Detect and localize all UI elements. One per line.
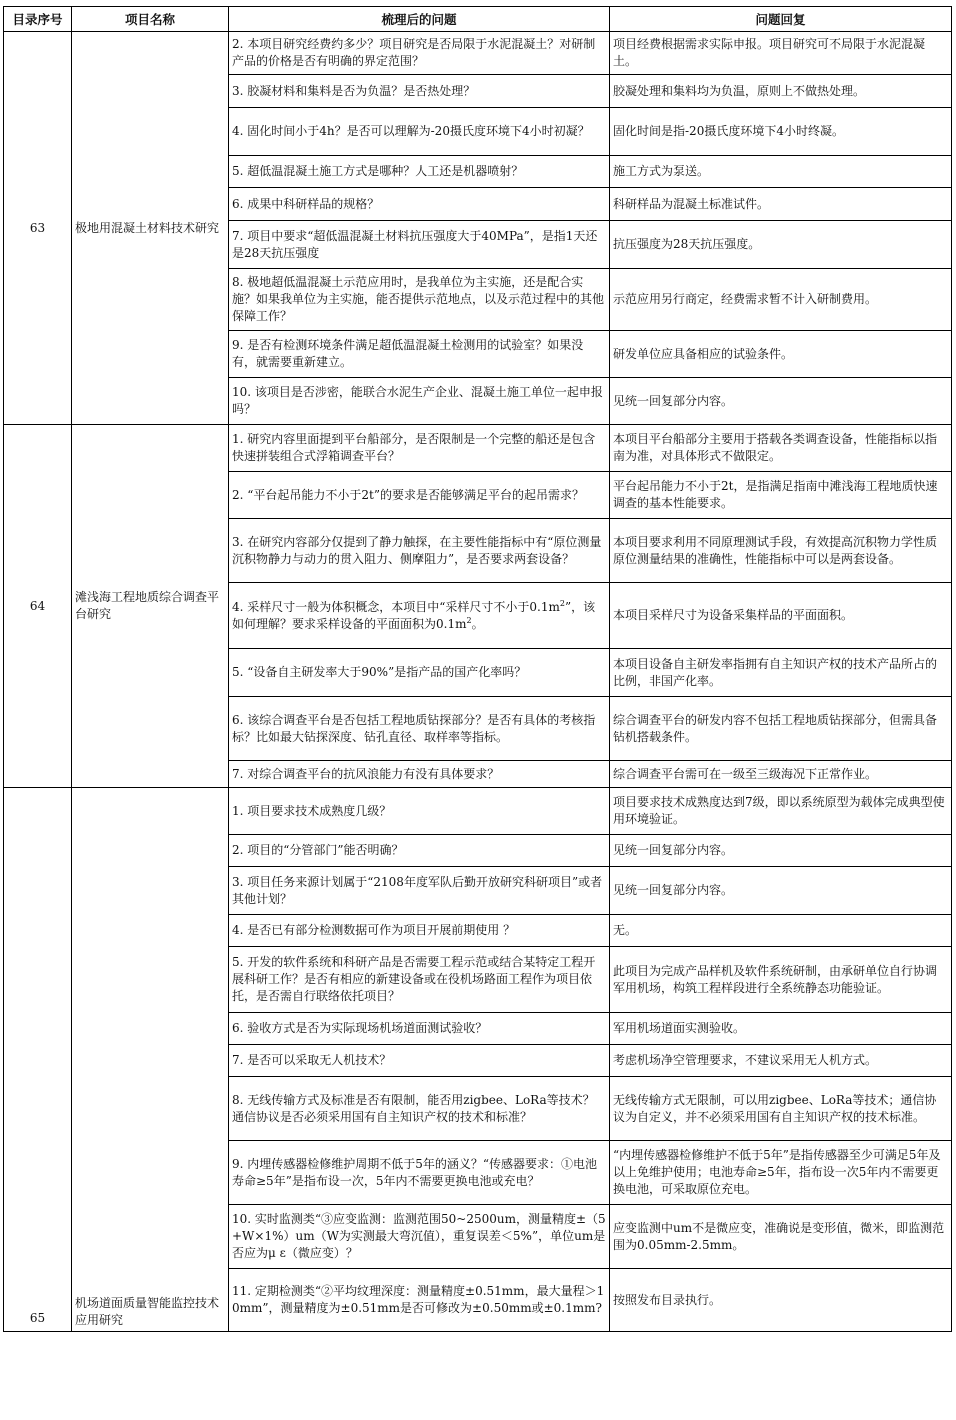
issue-cell: 6. 验收方式是否为实际现场机场道面测试验收？ [229,1013,610,1045]
reply-cell: 本项目设备自主研发率指拥有自主知识产权的技术产品所占的比例，非国产化率。 [610,649,952,697]
issue-cell: 9. 内埋传感器检修维护周期不低于5年的涵义？“传感器要求：①电池寿命≥5年”是指布设一次，5年内不需要更换电池或充电？ [229,1141,610,1205]
reply-cell: 抗压强度为28天抗压强度。 [610,221,952,269]
reply-cell: 应变监测中um不是微应变，准确说是变形值，微米，即监测范围为0.05mm-2.5mm。 [610,1205,952,1269]
reply-cell: 施工方式为泵送。 [610,156,952,188]
table-row [4,425,952,472]
issue-cell: 10. 实时监测类“③应变监测：监测范围50~2500um，测量精度±（5+W×1%）um（W为实测最大弯沉值），重复误差＜5%”，单位um是否应为μ ε（微应变）？ [229,1205,610,1269]
issue-cell: 5. 开发的软件系统和科研产品是否需要工程示范或结合某特定工程开展科研工作？是否有相应的新建设备或在役机场路面工程作为项目依托，是否需自行联络依托项目？ [229,947,610,1013]
reply-cell: 无线传输方式无限制，可以用zigbee、LoRa等技术；通信协议为自定义，并不必须采用国有自主知识产权的技术标准。 [610,1077,952,1141]
reply-cell: 按照发布目录执行。 [610,1269,952,1332]
header-row [4,7,952,32]
reply-cell: 综合调查平台需可在一级至三级海况下正常作业。 [610,761,952,788]
table-row [4,788,952,835]
reply-cell: 本项目采样尺寸为设备采集样品的平面面积。 [610,583,952,649]
issue-cell: 7. 是否可以采取无人机技术？ [229,1045,610,1077]
item-number: 65 [4,788,72,1332]
header-reply: 问题回复 [610,7,952,32]
issue-cell: 7. 项目中要求“超低温混凝土材料抗压强度大于40MPa”，是指1天还是28天抗压强度 [229,221,610,269]
reply-cell: 平台起吊能力不小于2t，是指满足指南中滩浅海工程地质快速调查的基本性能要求。 [610,472,952,519]
issue-text-part: ”，该如何理解？要求采样设备的平面面积为0.1m [232,599,596,631]
issue-text-part: 。 [471,616,484,631]
qa-table [3,6,952,1332]
issue-cell: 3. 在研究内容部分仅提到了静力触探，在主要性能指标中有“原位测量沉积物静力与动力的贯入阻力、侧摩阻力”，是否要求两套设备？ [229,519,610,583]
issue-text-part: 4. 采样尺寸一般为体积概念，本项目中“采样尺寸不小于0.1m [232,599,560,614]
issue-cell: 2. 本项目研究经费约多少？项目研究是否局限于水泥混凝土？对研制产品的价格是否有明确的界定范围？ [229,32,610,75]
reply-cell: 科研样品为混凝土标准试件。 [610,188,952,221]
reply-cell: 示范应用另行商定，经费需求暂不计入研制费用。 [610,269,952,331]
issue-cell [229,583,610,649]
reply-cell: 见统一回复部分内容。 [610,378,952,425]
reply-cell: 研发单位应具备相应的试验条件。 [610,331,952,378]
header-project: 项目名称 [72,7,229,32]
issue-cell: 9. 是否有检测环境条件满足超低温混凝土检测用的试验室？如果没有，就需要重新建立。 [229,331,610,378]
reply-cell: 此项目为完成产品样机及软件系统研制，由承研单位自行协调军用机场，构筑工程样段进行全系统静态功能验证。 [610,947,952,1013]
superscript: 2 [466,615,472,625]
issue-cell: 5. “设备自主研发率大于90%”是指产品的国产化率吗？ [229,649,610,697]
reply-cell: 见统一回复部分内容。 [610,867,952,915]
reply-cell: 胶凝处理和集料均为负温，原则上不做热处理。 [610,75,952,108]
issue-cell: 4. 固化时间小于4h？是否可以理解为-20摄氏度环境下4小时初凝？ [229,108,610,156]
item-number: 63 [4,32,72,425]
reply-cell: 本项目要求利用不同原理测试手段，有效提高沉积物力学性质原位测量结果的准确性，性能指标中可以是两套设备。 [610,519,952,583]
issue-cell: 8. 极地超低温混凝土示范应用时，是我单位为主实施，还是配合实施？如果我单位为主实施，能否提供示范地点，以及示范过程中的其他保障工作？ [229,269,610,331]
issue-cell: 5. 超低温混凝土施工方式是哪种？人工还是机器喷射？ [229,156,610,188]
issue-cell: 8. 无线传输方式及标准是否有限制，能否用zigbee、LoRa等技术？通信协议是否必须采用国有自主知识产权的技术和标准？ [229,1077,610,1141]
issue-cell: 10. 该项目是否涉密，能联合水泥生产企业、混凝土施工单位一起申报吗？ [229,378,610,425]
reply-cell: 见统一回复部分内容。 [610,835,952,867]
reply-cell: 综合调查平台的研发内容不包括工程地质钻探部分，但需具备钻机搭载条件。 [610,697,952,761]
issue-cell: 7. 对综合调查平台的抗风浪能力有没有具体要求？ [229,761,610,788]
superscript: 2 [559,598,565,608]
issue-cell: 6. 成果中科研样品的规格？ [229,188,610,221]
item-number: 64 [4,425,72,788]
header-seq: 目录序号 [4,7,72,32]
reply-cell: 固化时间是指-20摄氏度环境下4小时终凝。 [610,108,952,156]
issue-cell: 6. 该综合调查平台是否包括工程地质钻探部分？是否有具体的考核指标？比如最大钻探深度、钻孔直径、取样率等指标。 [229,697,610,761]
issue-cell: 2. 项目的“分管部门”能否明确？ [229,835,610,867]
reply-cell: “内埋传感器检修维护不低于5年”是指传感器至少可满足5年及以上免维护使用；电池寿命≥5年，指布设一次5年内不需要更换电池，可采取原位充电。 [610,1141,952,1205]
reply-cell: 项目要求技术成熟度达到7级，即以系统原型为载体完成典型使用环境验证。 [610,788,952,835]
project-name: 机场道面质量智能监控技术应用研究 [72,788,229,1332]
reply-cell: 考虑机场净空管理要求，不建议采用无人机方式。 [610,1045,952,1077]
issue-cell: 11. 定期检测类“②平均纹理深度：测量精度±0.51mm，最大量程＞10mm”，测量精度为±0.51mm是否可修改为±0.50mm或±0.1mm? [229,1269,610,1332]
reply-cell: 项目经费根据需求实际申报。项目研究可不局限于水泥混凝土。 [610,32,952,75]
table-row [4,32,952,75]
issue-cell: 4. 是否已有部分检测数据可作为项目开展前期使用 ？ [229,915,610,947]
issue-cell: 2. “平台起吊能力不小于2t”的要求是否能够满足平台的起吊需求？ [229,472,610,519]
project-name: 滩浅海工程地质综合调查平台研究 [72,425,229,788]
reply-cell: 本项目平台船部分主要用于搭载各类调查设备，性能指标以指南为准，对具体形式不做限定。 [610,425,952,472]
reply-cell: 无。 [610,915,952,947]
issue-cell: 1. 项目要求技术成熟度几级？ [229,788,610,835]
issue-cell: 3. 胶凝材料和集料是否为负温？是否热处理？ [229,75,610,108]
issue-cell: 3. 项目任务来源计划属于“2108年度军队后勤开放研究科研项目”或者其他计划？ [229,867,610,915]
project-name: 极地用混凝土材料技术研究 [72,32,229,425]
issue-cell: 1. 研究内容里面提到平台船部分，是否限制是一个完整的船还是包含快速拼装组合式浮箱调查平台？ [229,425,610,472]
header-issue: 梳理后的问题 [229,7,610,32]
reply-cell: 军用机场道面实测验收。 [610,1013,952,1045]
